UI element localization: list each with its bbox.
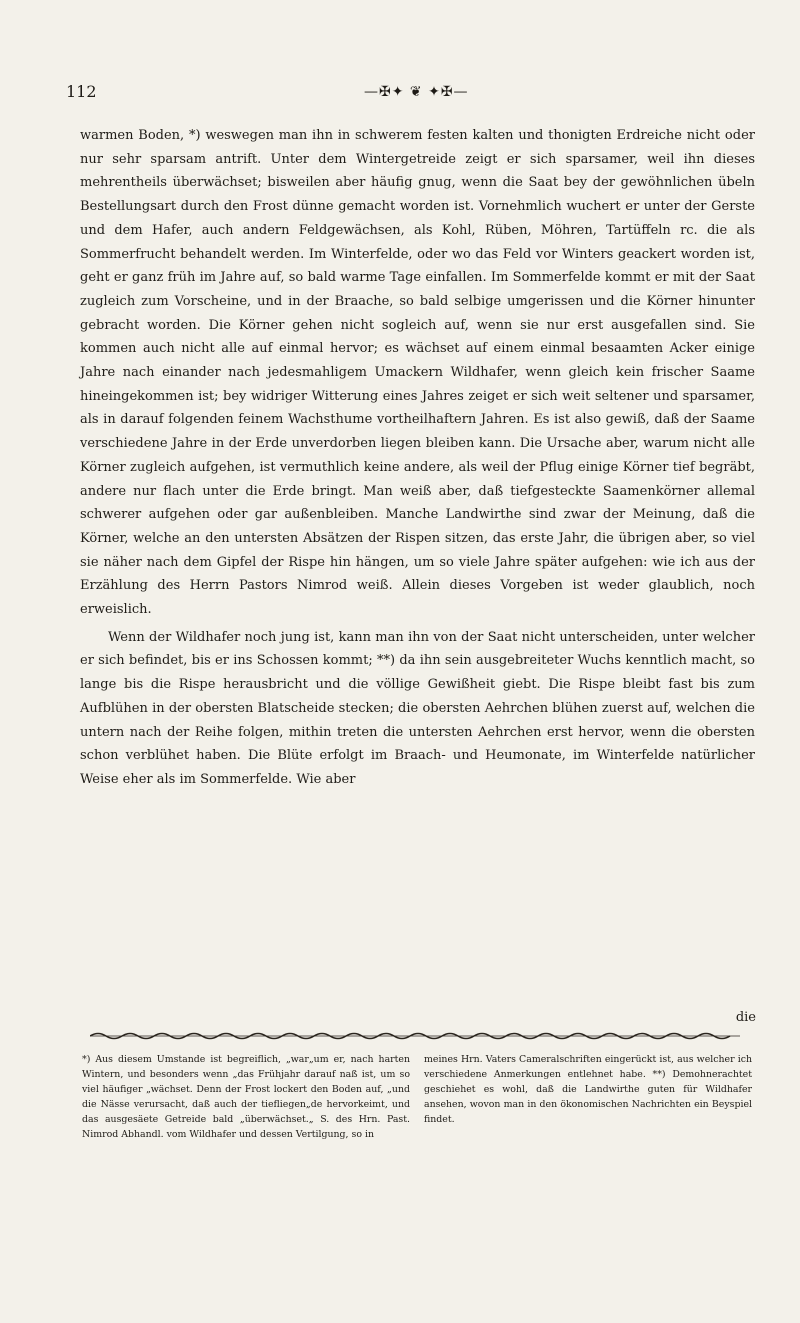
footnote-1: *) Aus diesem Umstande ist begreiflich, „war„um er, nach harten Wintern, und besonders wenn „das Frühjahr darauf naß ist, um so viel häufiger „wächset. Denn der Frost lockert den Boden auf, „und die Nässe verursacht, daß auch der tiefliegen„de hervorkeimt, und das ausgesäete Getreide bald „überwächset.„ S. des Hrn. Past. Nimrod Abhandl. vom Wildhafer und dessen Vertilgung, so in: [82, 1054, 410, 1140]
header-ornament: —✠✦ ❦ ✦✠—: [364, 84, 469, 100]
decorative-rule: [90, 1031, 740, 1041]
footnote-2: meines Hrn. Vaters Cameralschriften eingerückt ist, aus welcher ich verschiedene Anmerkungen entlehnet habe. **) Demohnerachtet geschiehet es wohl, daß die Landwirthe guten für Wildhafer ansehen, wovon man in den ökonomischen Nachrichten ein Beyspiel findet.: [424, 1054, 752, 1125]
catchword: die: [735, 1010, 756, 1025]
paragraph-2: Wenn der Wildhafer noch jung ist, kann man ihn von der Saat nicht unterscheiden, unter welcher er sich befindet, bis er ins Schossen kommt; **) da ihn sein ausgebreiteter Wuchs kenntlich macht, so lange bis die Rispe herausbricht und die völlige Gewißheit giebt. Die Rispe bleibt fast bis zum Aufblühen in der obersten Blatscheide stecken; die obersten Aehrchen blühen zuerst auf, welchen die untern nach der Reihe folgen, mithin treten die untersten Aehrchen erst hervor, wenn die obersten schon verblühet haben. Die Blüte erfolgt im Braach- und Heumonate, im Winterfelde natürlicher Weise eher als im Sommerfelde. Wie aber: [80, 629, 755, 787]
paragraph-1: warmen Boden, *) weswegen man ihn in schwerem festen kalten und thonigten Erdreiche nicht oder nur sehr sparsam antrift. Unter dem Wintergetreide zeigt er sich sparsamer, weil ihn dieses mehrentheils überwächset; bisweilen aber häufig gnug, wenn die Saat bey der gewöhnlichen übeln Bestellungsart durch den Frost dünne gemacht worden ist. Vornehmlich wuchert er unter der Gerste und dem Hafer, auch andern Feldgewächsen, als Kohl, Rüben, Möhren, Tartüffeln rc. die als Sommerfrucht behandelt werden. Im Winterfelde, oder wo das Feld vor Winters geackert worden ist, geht er ganz früh im Jahre auf, so bald warme Tage einfallen. Im Sommerfelde kommt er mit der Saat zugleich zum Vorscheine, und in der Braache, so bald selbige umgerissen und die Körner hinunter gebracht worden. Die Körner gehen nicht sogleich auf, wenn sie nur erst ausgefallen sind. Sie kommen auch nicht alle auf einmal hervor; es wächset auf einem einmal besaamten Acker einige Jahre nach einander nach jedesmahligem Umackern Wildhafer, wenn gleich kein frischer Saame hineingekommen ist; bey widriger Witterung eines Jahres zeiget er sich weit seltener und sparsamer, als in darauf folgenden feinem Wachsthume vortheilhaftern Jahren. Es ist also gewiß, daß der Saame verschiedene Jahre in der Erde unverdorben liegen bleiben kann. Die Ursache aber, warum nicht alle Körner zugleich aufgehen, ist vermuthlich keine andere, als weil der Pflug einige Körner tief begräbt, andere nur flach unter die Erde bringt. Man weiß aber, daß tiefgesteckte Saamenkörner allemal schwerer aufgehen oder gar außenbleiben. Manche Landwirthe sind zwar der Meinung, daß die Körner, welche an den untersten Absätzen der Rispen sitzen, das erste Jahr, die übrigen aber, so viel sie näher nach dem Gipfel der Rispe hin hängen, um so viele Jahre später aufgehen: wie ich aus der Erzählung des Herrn Pastors Nimrod weiß. Allein dieses Vorgeben ist weder glaublich, noch erweislich.: [80, 128, 755, 618]
footnote-column-right: [424, 1052, 752, 1142]
footnotes: [82, 1052, 752, 1142]
page-number: 112: [66, 82, 97, 101]
page-header: [66, 82, 756, 106]
footnote-column-left: [82, 1052, 410, 1142]
main-text: [80, 124, 755, 792]
